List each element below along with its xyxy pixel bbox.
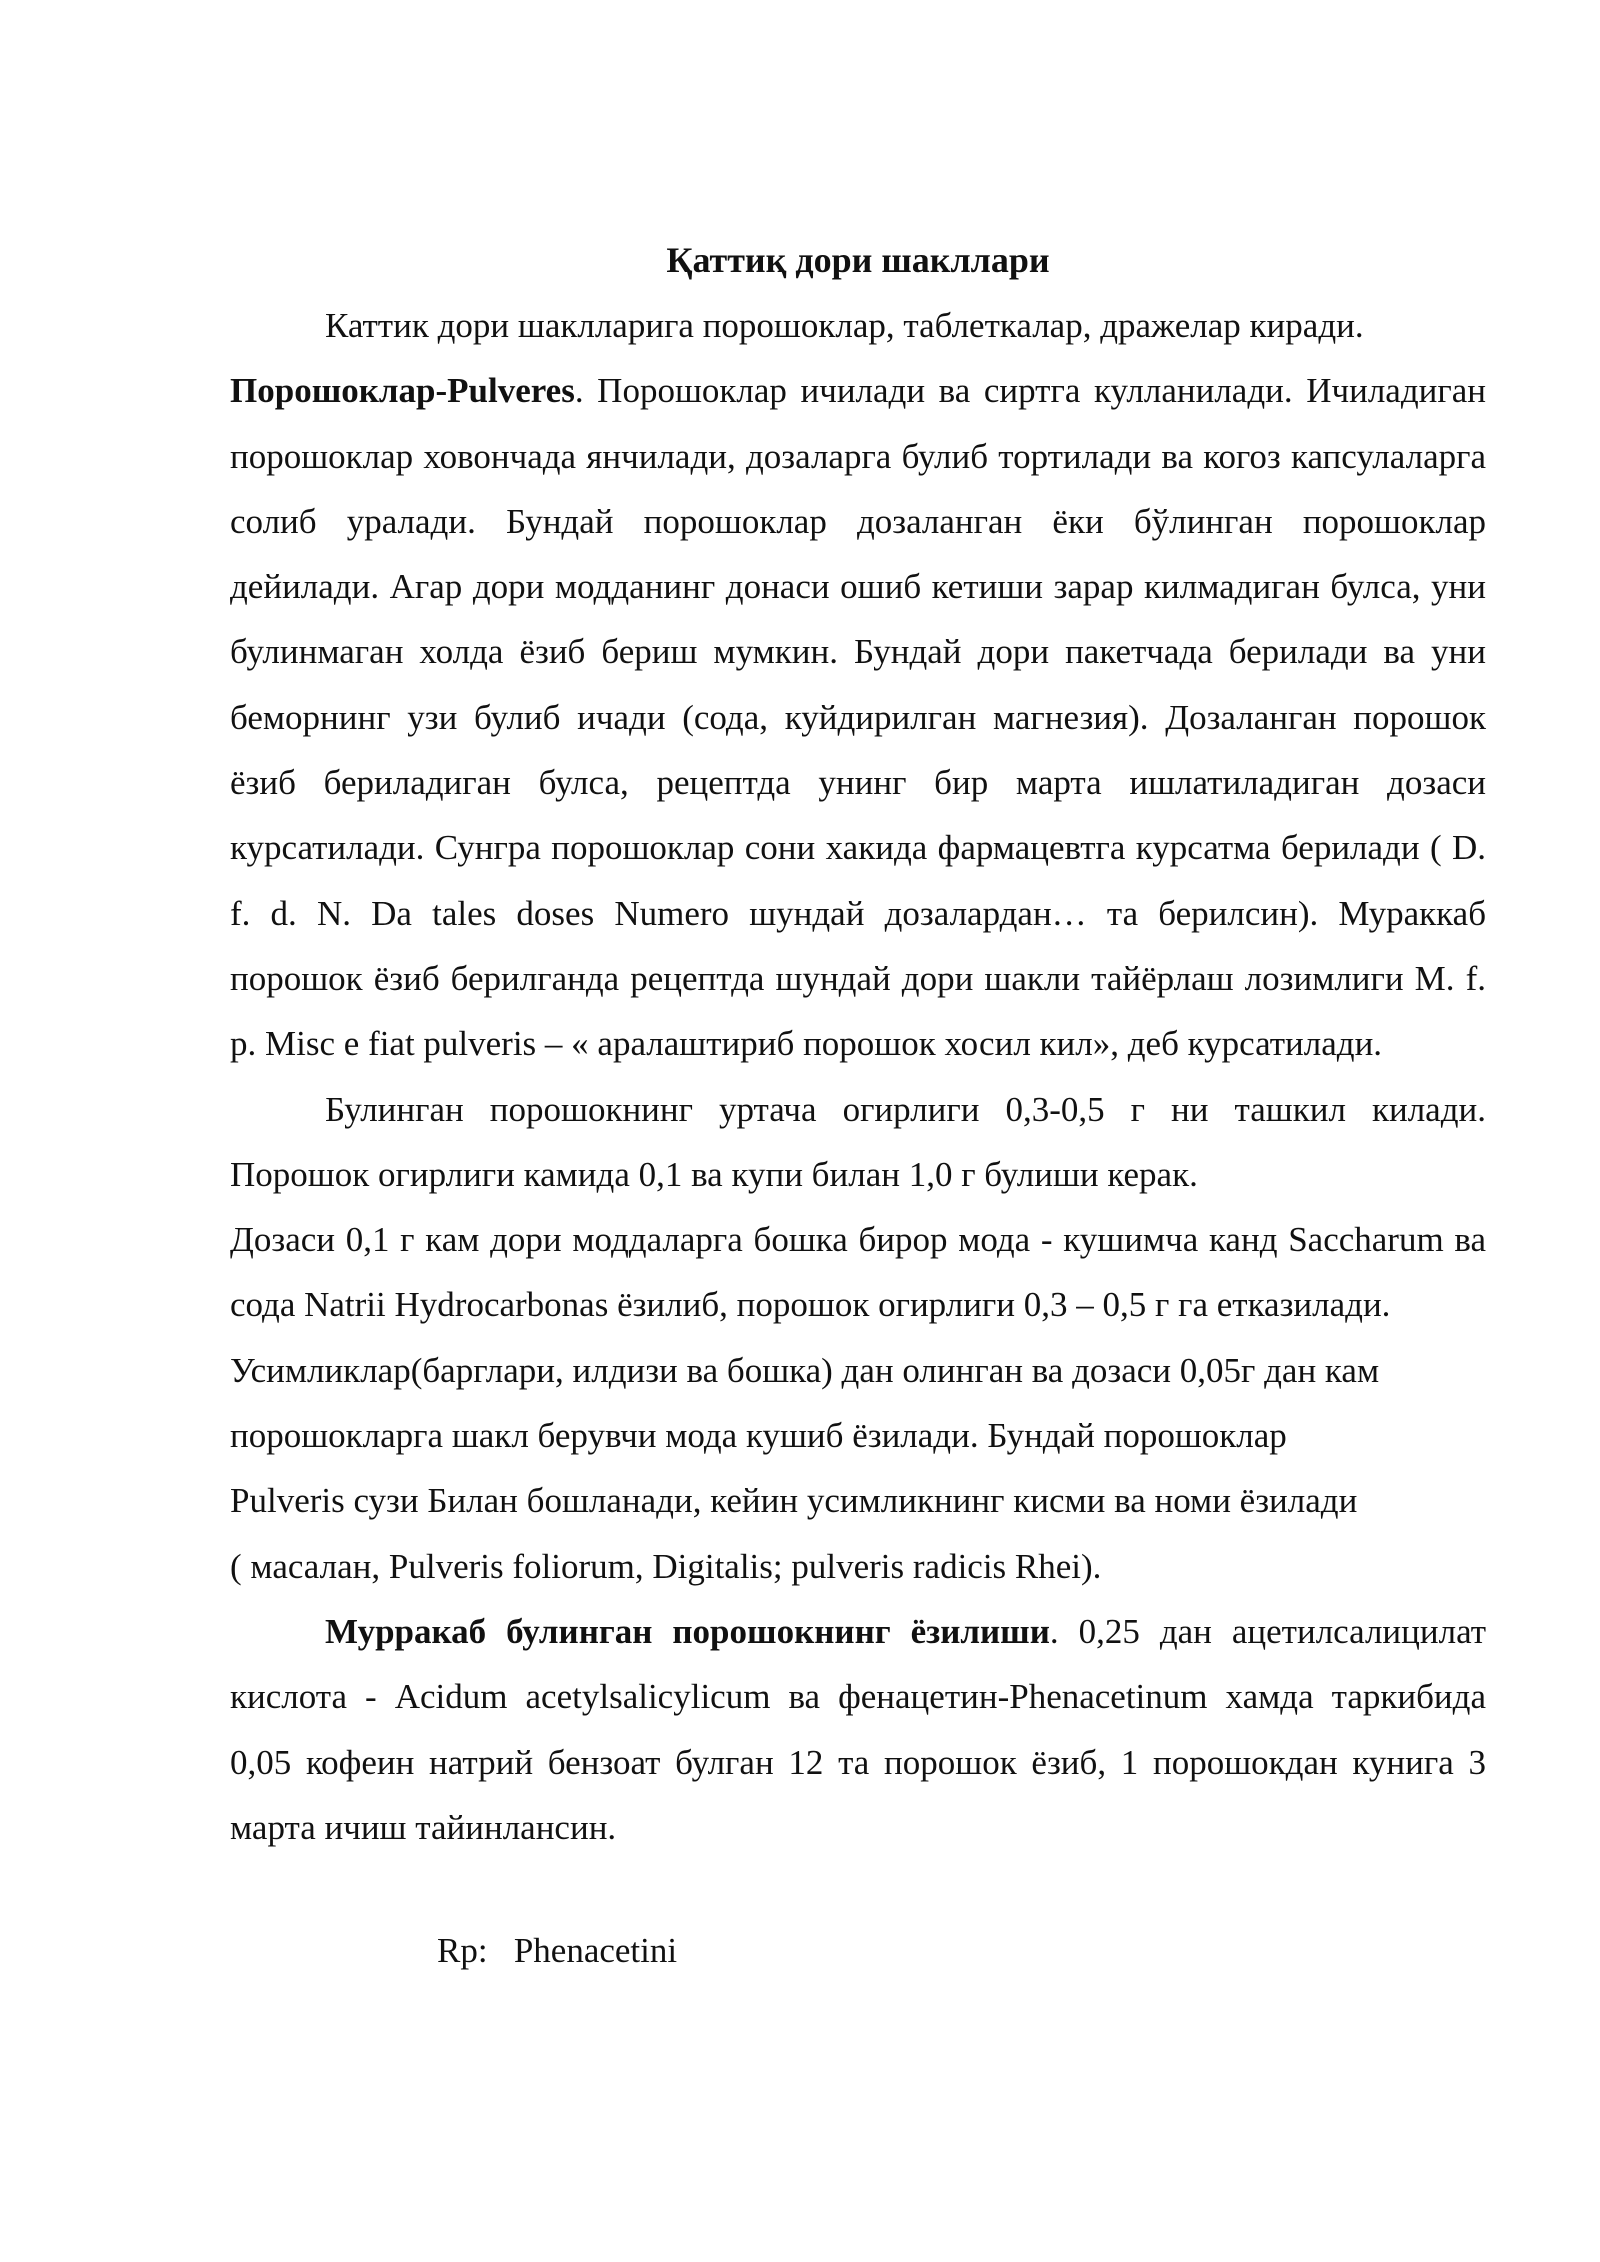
complex-powder-heading: Мурракаб булинган порошокнинг ёзилиши <box>325 1611 1050 1651</box>
complex-powder-text: . 0,25 дан ацетилсалицилат кислота - Acidum acetylsalicylicum ва фенацетин-Phenacetinum хамда таркибида 0,05 кофеин натрий бензоат булган 12 та порошок ёзиб, 1 порошокдан кунига 3 марта ичиш тайинлансин. <box>230 1611 1487 1847</box>
prescription-line <box>437 1918 1486 1983</box>
document-page <box>230 228 1486 1983</box>
powders-text: . Порошоклар ичилади ва сиртга кулланилади. Ичиладиган порошоклар ховончада янчилади, дозаларга булиб тортилади ва когоз капсулаларга солиб уралади. Бундай порошоклар дозаланган ёки бўлинган порошоклар дейилади. Агар дори модданинг донаси ошиб кетиши зарар килмадиган булса, уни булинмаган холда ёзиб бериш мумкин. Бундай дори пакетчада берилади ва уни беморнинг узи булиб ичади (сода, куйдирилган магнезия). Дозаланган порошок ёзиб бериладиган булса, рецептда унинг бир марта ишлатиладиган дозаси курсатилади. Сунгра порошоклар сони хакида фармацевтга курсатма берилади ( D. f. d. N. Da tales doses Numero шундай дозалардан… та берилсин). Мураккаб порошок ёзиб берилганда рецептда шундай дори шакли тайёрлаш лозимлиги M. f. p. Misc e fiat pulveris – « аралаштириб порошок хосил кил», деб курсатилади. <box>230 371 1486 1064</box>
rx-drug: Phenacetini <box>513 1931 678 1971</box>
intro-paragraph: Каттик дори шаклларига порошоклар, таблеткалар, дражелар киради. <box>325 306 1364 345</box>
plants-line: Усимликлар(барглари, илдизи ва бошка) дан олинган ва дозаси 0,05г дан кам <box>230 1350 1380 1390</box>
plants-line: Pulveris сузи Билан бошланади, кейин усимликнинг кисми ва номи ёзилади <box>230 1481 1358 1521</box>
powders-paragraph <box>230 358 1486 1076</box>
document-title: Қаттиқ дори шакллари <box>666 240 1050 280</box>
complex-powder-paragraph <box>230 1599 1486 1860</box>
powders-heading: Порошоклар-Pulveres <box>230 371 575 411</box>
plants-paragraph <box>230 1338 1486 1599</box>
weight-paragraph: Булинган порошокнинг уртача огирлиги 0,3-0,5 г ни ташкил килади. Порошок огирлиги камида 0,1 ва купи билан 1,0 г булиши керак. <box>230 1089 1486 1194</box>
plants-line: порошокларга шакл берувчи мода кушиб ёзилади. Бундай порошоклар <box>230 1416 1287 1456</box>
plants-line: ( масалан, Pulveris foliorum, Digitalis; pulveris radicis Rhei). <box>230 1546 1102 1586</box>
rx-label: Rp: <box>437 1931 488 1971</box>
dose-paragraph: Дозаси 0,1 г кам дори моддаларга бошка бирор мода - кушимча канд Saccharum ва сода Natrii Hydrocarbonas ёзилиб, порошок огирлиги 0,3 – 0,5 г га етказилади. <box>230 1220 1486 1325</box>
